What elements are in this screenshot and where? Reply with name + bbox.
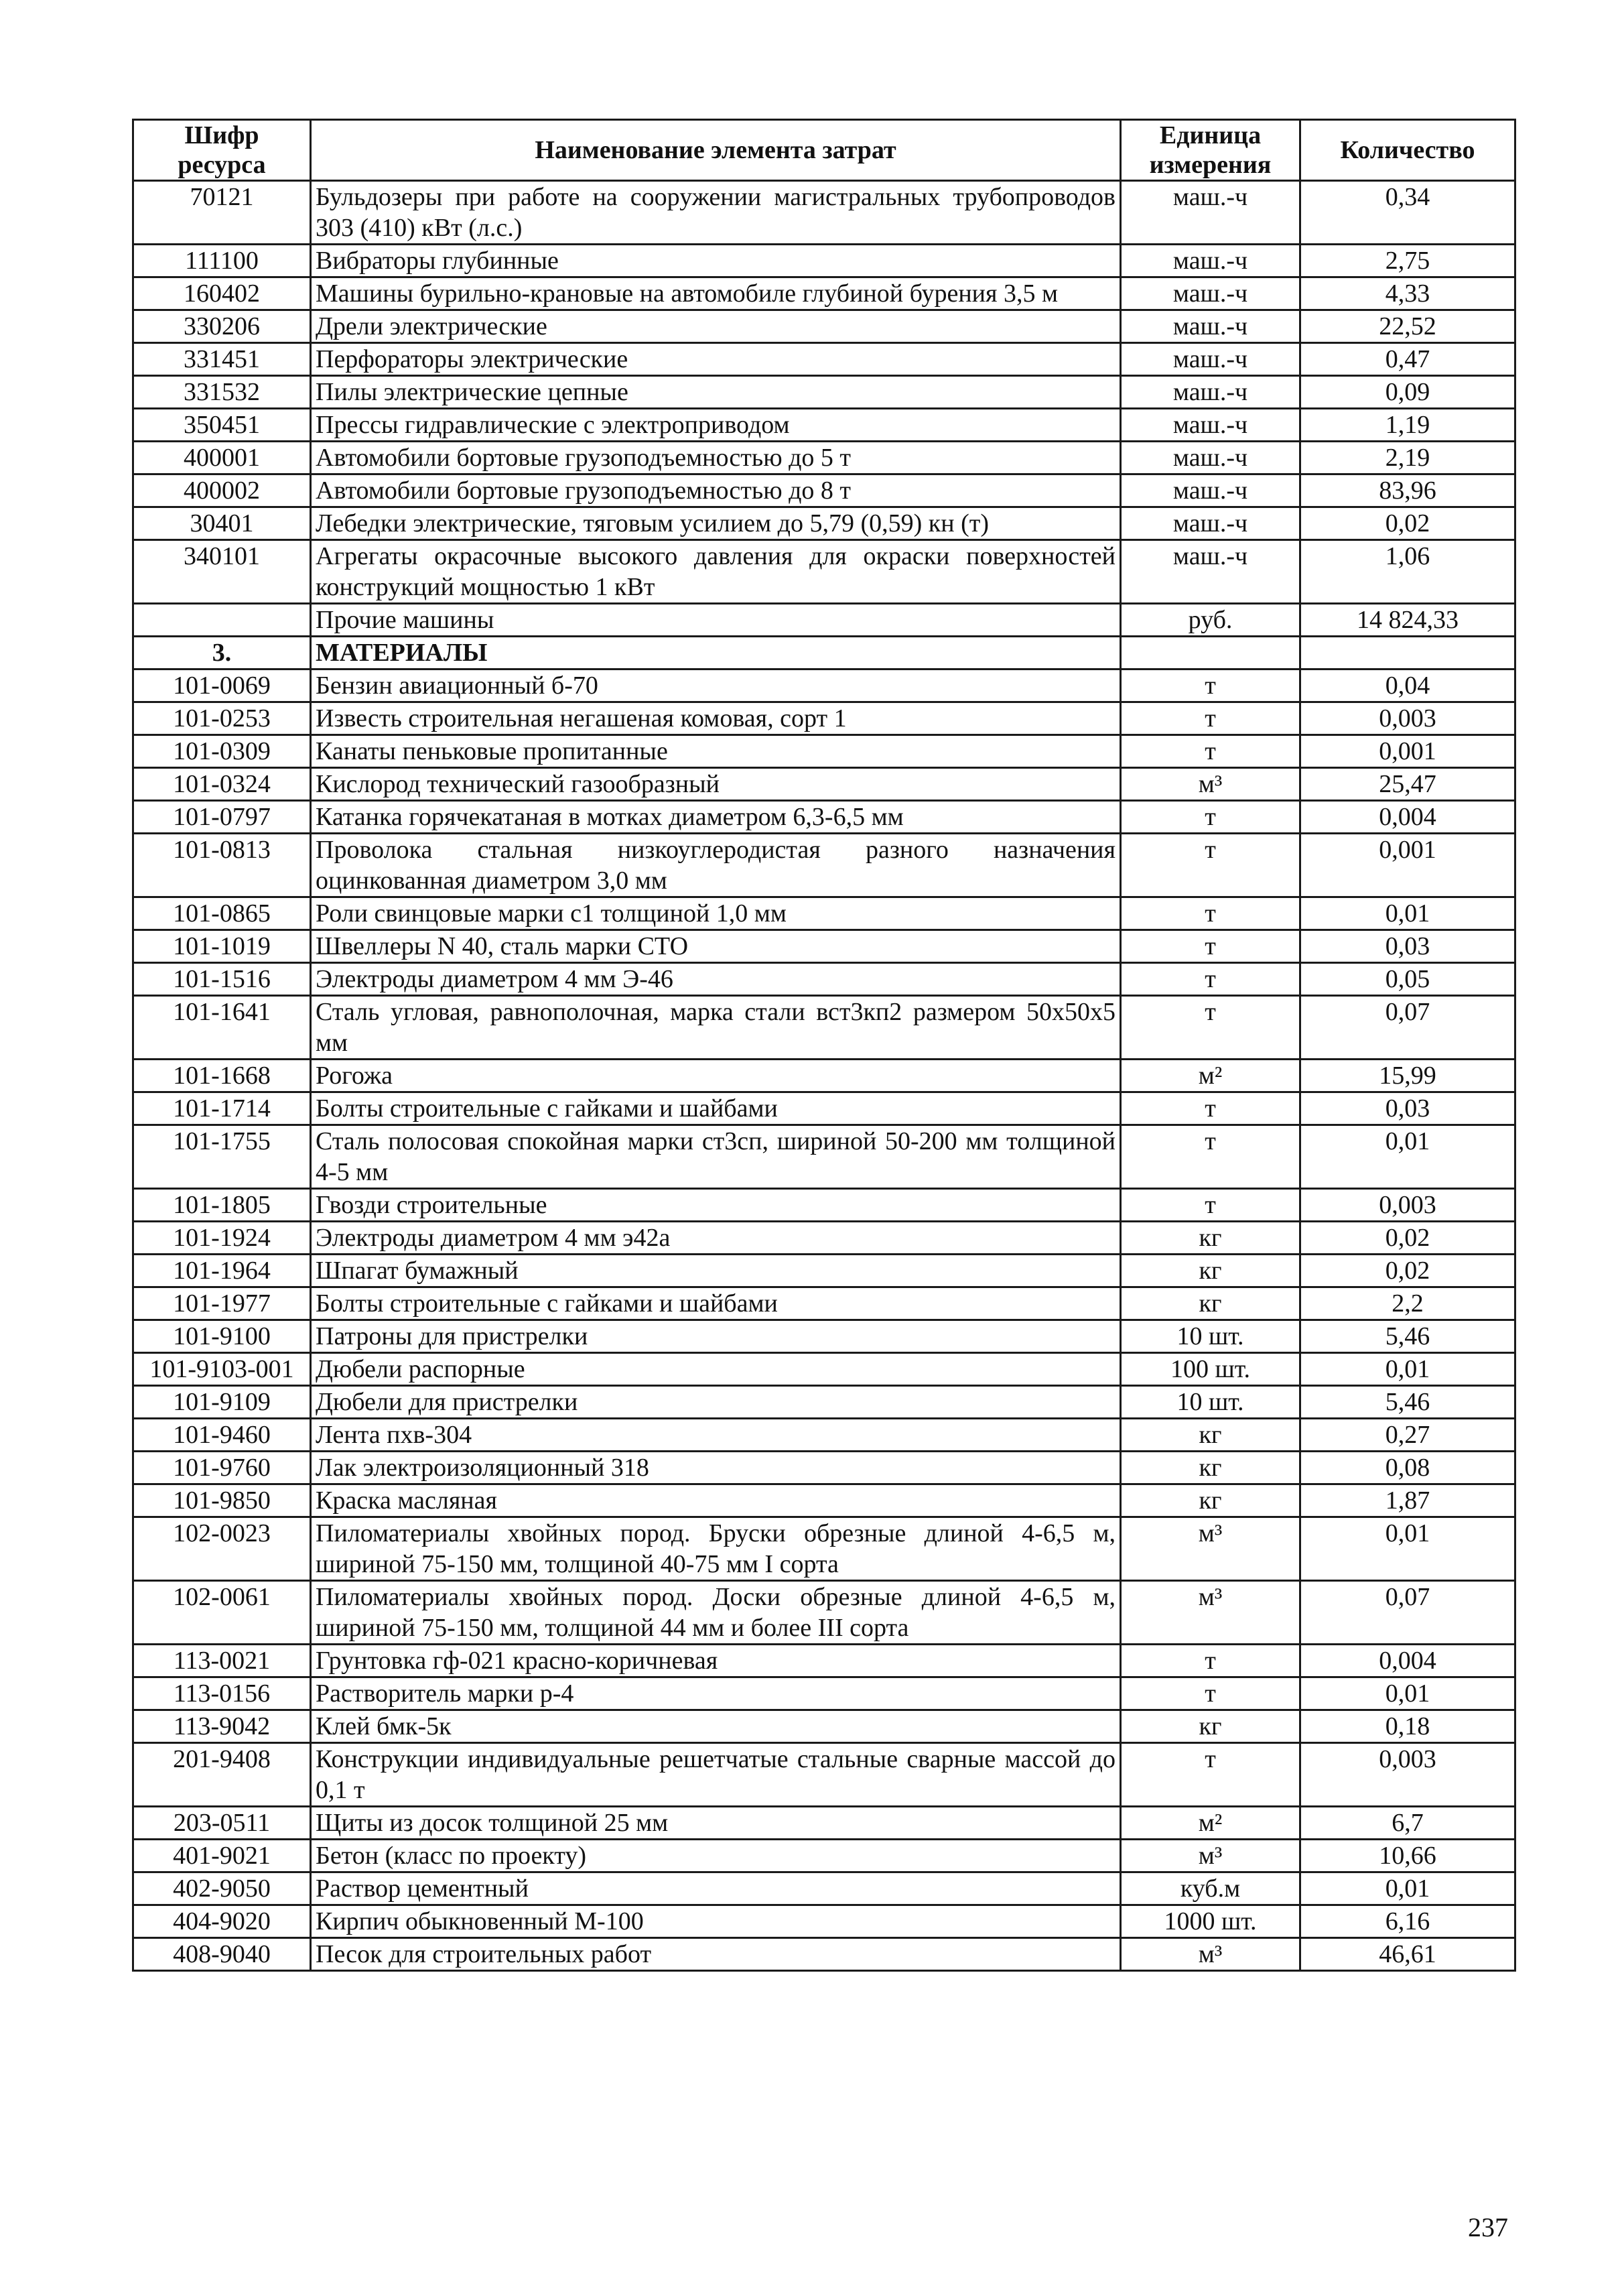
cell-name: Кирпич обыкновенный М-100 bbox=[311, 1905, 1121, 1938]
cell-qty: 1,87 bbox=[1300, 1484, 1515, 1517]
table-row bbox=[133, 1581, 1515, 1645]
table-row bbox=[133, 1645, 1515, 1677]
table-row bbox=[133, 1840, 1515, 1872]
cell-code: 101-1714 bbox=[133, 1092, 311, 1125]
cell-unit: м³ bbox=[1121, 768, 1300, 801]
cell-name: Бетон (класс по проекту) bbox=[311, 1840, 1121, 1872]
cell-code: 101-1755 bbox=[133, 1125, 311, 1189]
cell-name: Болты строительные с гайками и шайбами bbox=[311, 1092, 1121, 1125]
table-row bbox=[133, 1872, 1515, 1905]
cell-name: Щиты из досок толщиной 25 мм bbox=[311, 1807, 1121, 1840]
cell-qty: 0,001 bbox=[1300, 735, 1515, 768]
cell-qty: 2,2 bbox=[1300, 1287, 1515, 1320]
cell-qty: 6,7 bbox=[1300, 1807, 1515, 1840]
cell-name: Лента пхв-304 bbox=[311, 1419, 1121, 1452]
cell-qty: 0,004 bbox=[1300, 1645, 1515, 1677]
cell-qty: 0,05 bbox=[1300, 963, 1515, 996]
table-row bbox=[133, 277, 1515, 310]
table-row bbox=[133, 507, 1515, 540]
cell-qty: 2,75 bbox=[1300, 245, 1515, 277]
cell-code: 404-9020 bbox=[133, 1905, 311, 1938]
cell-code bbox=[133, 604, 311, 637]
cell-unit: т bbox=[1121, 1645, 1300, 1677]
table-row bbox=[133, 1452, 1515, 1484]
table-row bbox=[133, 834, 1515, 897]
cell-unit: м² bbox=[1121, 1060, 1300, 1092]
cell-name: Пиломатериалы хвойных пород. Бруски обрезные длиной 4-6,5 м, шириной 75-150 мм, толщиной 40-75 мм I сорта bbox=[311, 1517, 1121, 1581]
cell-name: Растворитель марки р-4 bbox=[311, 1677, 1121, 1710]
cell-name: Машины бурильно-крановые на автомобиле глубиной бурения 3,5 м bbox=[311, 277, 1121, 310]
cell-name: Рогожа bbox=[311, 1060, 1121, 1092]
cell-qty: 0,07 bbox=[1300, 1581, 1515, 1645]
cell-name: Грунтовка гф-021 красно-коричневая bbox=[311, 1645, 1121, 1677]
table-row bbox=[133, 1189, 1515, 1222]
table-row bbox=[133, 245, 1515, 277]
cell-name: Клей бмк-5к bbox=[311, 1710, 1121, 1743]
cell-unit: 10 шт. bbox=[1121, 1386, 1300, 1419]
cell-qty: 0,01 bbox=[1300, 1677, 1515, 1710]
cell-unit: маш.-ч bbox=[1121, 474, 1300, 507]
cell-name: МАТЕРИАЛЫ bbox=[311, 637, 1121, 669]
cell-code: 402-9050 bbox=[133, 1872, 311, 1905]
cell-name: Дюбели для пристрелки bbox=[311, 1386, 1121, 1419]
cell-unit: кг bbox=[1121, 1255, 1300, 1287]
page-number: 237 bbox=[1468, 2212, 1508, 2242]
table-row bbox=[133, 1222, 1515, 1255]
cell-code: 331451 bbox=[133, 343, 311, 376]
cell-qty: 0,03 bbox=[1300, 1092, 1515, 1125]
table-row bbox=[133, 669, 1515, 702]
cell-qty bbox=[1300, 637, 1515, 669]
cell-qty: 15,99 bbox=[1300, 1060, 1515, 1092]
table-row bbox=[133, 1938, 1515, 1971]
cell-qty: 1,19 bbox=[1300, 409, 1515, 442]
table-row bbox=[133, 474, 1515, 507]
cell-unit: т bbox=[1121, 1189, 1300, 1222]
cell-unit: маш.-ч bbox=[1121, 442, 1300, 474]
cell-name: Шпагат бумажный bbox=[311, 1255, 1121, 1287]
cell-code: 201-9408 bbox=[133, 1743, 311, 1807]
cell-name: Швеллеры N 40, сталь марки СТО bbox=[311, 930, 1121, 963]
cell-unit: кг bbox=[1121, 1452, 1300, 1484]
cell-unit: кг bbox=[1121, 1710, 1300, 1743]
cell-unit: маш.-ч bbox=[1121, 245, 1300, 277]
cell-qty: 0,01 bbox=[1300, 1353, 1515, 1386]
table-row bbox=[133, 735, 1515, 768]
table-row bbox=[133, 702, 1515, 735]
cell-name: Пилы электрические цепные bbox=[311, 376, 1121, 409]
cell-qty: 0,003 bbox=[1300, 1743, 1515, 1807]
table-row bbox=[133, 1287, 1515, 1320]
cell-name: Песок для строительных работ bbox=[311, 1938, 1121, 1971]
cell-code: 408-9040 bbox=[133, 1938, 311, 1971]
cell-name: Канаты пеньковые пропитанные bbox=[311, 735, 1121, 768]
cell-unit: м³ bbox=[1121, 1581, 1300, 1645]
cell-qty: 0,02 bbox=[1300, 507, 1515, 540]
cell-name: Прессы гидравлические с электроприводом bbox=[311, 409, 1121, 442]
cell-code: 101-0253 bbox=[133, 702, 311, 735]
cell-code: 101-0069 bbox=[133, 669, 311, 702]
cell-code: 101-9109 bbox=[133, 1386, 311, 1419]
cell-name: Катанка горячекатаная в мотках диаметром 6,3-6,5 мм bbox=[311, 801, 1121, 834]
cell-qty: 10,66 bbox=[1300, 1840, 1515, 1872]
cell-unit: маш.-ч bbox=[1121, 409, 1300, 442]
cell-unit: т bbox=[1121, 801, 1300, 834]
cell-name: Сталь полосовая спокойная марки ст3сп, шириной 50-200 мм толщиной 4-5 мм bbox=[311, 1125, 1121, 1189]
cell-unit: кг bbox=[1121, 1419, 1300, 1452]
cell-qty: 25,47 bbox=[1300, 768, 1515, 801]
cell-code: 400001 bbox=[133, 442, 311, 474]
cell-name: Роли свинцовые марки с1 толщиной 1,0 мм bbox=[311, 897, 1121, 930]
cell-code: 101-1641 bbox=[133, 996, 311, 1060]
cell-unit: 10 шт. bbox=[1121, 1320, 1300, 1353]
header-code: Шифр ресурса bbox=[133, 120, 311, 181]
table-row bbox=[133, 1677, 1515, 1710]
table-row bbox=[133, 1125, 1515, 1189]
cell-name: Автомобили бортовые грузоподъемностью до 5 т bbox=[311, 442, 1121, 474]
cell-qty: 6,16 bbox=[1300, 1905, 1515, 1938]
cell-unit: маш.-ч bbox=[1121, 343, 1300, 376]
cell-code: 113-9042 bbox=[133, 1710, 311, 1743]
table-row bbox=[133, 897, 1515, 930]
cell-code: 400002 bbox=[133, 474, 311, 507]
table-row bbox=[133, 376, 1515, 409]
cell-code: 203-0511 bbox=[133, 1807, 311, 1840]
cell-code: 3. bbox=[133, 637, 311, 669]
cell-unit: маш.-ч bbox=[1121, 277, 1300, 310]
cell-code: 101-9100 bbox=[133, 1320, 311, 1353]
cell-code: 113-0021 bbox=[133, 1645, 311, 1677]
cell-name: Перфораторы электрические bbox=[311, 343, 1121, 376]
cell-code: 101-1924 bbox=[133, 1222, 311, 1255]
table-header-row bbox=[133, 120, 1515, 181]
cell-code: 101-9850 bbox=[133, 1484, 311, 1517]
cell-name: Конструкции индивидуальные решетчатые стальные сварные массой до 0,1 т bbox=[311, 1743, 1121, 1807]
section-row bbox=[133, 637, 1515, 669]
cell-name: Дюбели распорные bbox=[311, 1353, 1121, 1386]
cell-code: 101-0309 bbox=[133, 735, 311, 768]
cell-qty: 0,003 bbox=[1300, 1189, 1515, 1222]
table-row bbox=[133, 1484, 1515, 1517]
cell-name: Бензин авиационный б-70 bbox=[311, 669, 1121, 702]
cell-unit: м³ bbox=[1121, 1517, 1300, 1581]
resource-table bbox=[132, 119, 1516, 1972]
cell-code: 331532 bbox=[133, 376, 311, 409]
cell-name: Пиломатериалы хвойных пород. Доски обрезные длиной 4-6,5 м, шириной 75-150 мм, толщиной 44 мм и более III сорта bbox=[311, 1581, 1121, 1645]
cell-name: Кислород технический газообразный bbox=[311, 768, 1121, 801]
cell-name: Электроды диаметром 4 мм э42а bbox=[311, 1222, 1121, 1255]
cell-unit: т bbox=[1121, 1743, 1300, 1807]
cell-qty: 4,33 bbox=[1300, 277, 1515, 310]
cell-name: Патроны для пристрелки bbox=[311, 1320, 1121, 1353]
cell-unit: т bbox=[1121, 834, 1300, 897]
cell-code: 70121 bbox=[133, 181, 311, 245]
table-row bbox=[133, 996, 1515, 1060]
cell-name: Агрегаты окрасочные высокого давления для окраски поверхностей конструкций мощностью 1 кВт bbox=[311, 540, 1121, 604]
cell-code: 101-9103-001 bbox=[133, 1353, 311, 1386]
cell-code: 160402 bbox=[133, 277, 311, 310]
cell-name: Раствор цементный bbox=[311, 1872, 1121, 1905]
cell-code: 101-1019 bbox=[133, 930, 311, 963]
cell-unit bbox=[1121, 637, 1300, 669]
table-row bbox=[133, 1905, 1515, 1938]
cell-qty: 5,46 bbox=[1300, 1320, 1515, 1353]
table-row bbox=[133, 930, 1515, 963]
table-row bbox=[133, 181, 1515, 245]
cell-unit: т bbox=[1121, 897, 1300, 930]
cell-qty: 22,52 bbox=[1300, 310, 1515, 343]
cell-qty: 83,96 bbox=[1300, 474, 1515, 507]
cell-qty: 5,46 bbox=[1300, 1386, 1515, 1419]
cell-name: Вибраторы глубинные bbox=[311, 245, 1121, 277]
cell-code: 102-0023 bbox=[133, 1517, 311, 1581]
cell-unit: м³ bbox=[1121, 1840, 1300, 1872]
cell-name: Автомобили бортовые грузоподъемностью до 8 т bbox=[311, 474, 1121, 507]
cell-unit: маш.-ч bbox=[1121, 376, 1300, 409]
cell-name: Лак электроизоляционный 318 bbox=[311, 1452, 1121, 1484]
cell-code: 101-1805 bbox=[133, 1189, 311, 1222]
table-row bbox=[133, 310, 1515, 343]
cell-unit: м³ bbox=[1121, 1938, 1300, 1971]
cell-code: 101-1516 bbox=[133, 963, 311, 996]
cell-unit: т bbox=[1121, 702, 1300, 735]
cell-name: Краска масляная bbox=[311, 1484, 1121, 1517]
cell-name: Гвозди строительные bbox=[311, 1189, 1121, 1222]
cell-qty: 14 824,33 bbox=[1300, 604, 1515, 637]
cell-qty: 0,18 bbox=[1300, 1710, 1515, 1743]
cell-name: Дрели электрические bbox=[311, 310, 1121, 343]
cell-unit: т bbox=[1121, 1125, 1300, 1189]
cell-qty: 2,19 bbox=[1300, 442, 1515, 474]
cell-code: 113-0156 bbox=[133, 1677, 311, 1710]
cell-qty: 0,01 bbox=[1300, 897, 1515, 930]
table-row bbox=[133, 1517, 1515, 1581]
cell-code: 340101 bbox=[133, 540, 311, 604]
header-name: Наименование элемента затрат bbox=[311, 120, 1121, 181]
cell-qty: 0,27 bbox=[1300, 1419, 1515, 1452]
table-row bbox=[133, 442, 1515, 474]
table-row bbox=[133, 343, 1515, 376]
cell-unit: 1000 шт. bbox=[1121, 1905, 1300, 1938]
cell-code: 101-1668 bbox=[133, 1060, 311, 1092]
cell-unit: т bbox=[1121, 963, 1300, 996]
cell-unit: маш.-ч bbox=[1121, 540, 1300, 604]
table-row bbox=[133, 1060, 1515, 1092]
cell-unit: т bbox=[1121, 669, 1300, 702]
cell-unit: маш.-ч bbox=[1121, 310, 1300, 343]
cell-code: 101-0813 bbox=[133, 834, 311, 897]
table-row bbox=[133, 409, 1515, 442]
table-row bbox=[133, 1255, 1515, 1287]
table-row bbox=[133, 1743, 1515, 1807]
table-row bbox=[133, 604, 1515, 637]
cell-code: 330206 bbox=[133, 310, 311, 343]
cell-name: Известь строительная негашеная комовая, сорт 1 bbox=[311, 702, 1121, 735]
cell-unit: т bbox=[1121, 1677, 1300, 1710]
cell-qty: 0,001 bbox=[1300, 834, 1515, 897]
table-row bbox=[133, 540, 1515, 604]
header-unit: Единица измерения bbox=[1121, 120, 1300, 181]
table-row bbox=[133, 1386, 1515, 1419]
cell-qty: 0,01 bbox=[1300, 1872, 1515, 1905]
cell-code: 111100 bbox=[133, 245, 311, 277]
cell-qty: 0,004 bbox=[1300, 801, 1515, 834]
cell-qty: 0,09 bbox=[1300, 376, 1515, 409]
table-row bbox=[133, 1353, 1515, 1386]
cell-name: Лебедки электрические, тяговым усилием до 5,79 (0,59) кн (т) bbox=[311, 507, 1121, 540]
cell-qty: 0,01 bbox=[1300, 1125, 1515, 1189]
table-row bbox=[133, 1807, 1515, 1840]
cell-unit: куб.м bbox=[1121, 1872, 1300, 1905]
cell-qty: 0,01 bbox=[1300, 1517, 1515, 1581]
cell-code: 102-0061 bbox=[133, 1581, 311, 1645]
cell-code: 101-0324 bbox=[133, 768, 311, 801]
cell-qty: 0,47 bbox=[1300, 343, 1515, 376]
cell-qty: 0,03 bbox=[1300, 930, 1515, 963]
table-row bbox=[133, 1320, 1515, 1353]
cell-unit: т bbox=[1121, 996, 1300, 1060]
cell-name: Проволока стальная низкоуглеродистая разного назначения оцинкованная диаметром 3,0 мм bbox=[311, 834, 1121, 897]
cell-unit: 100 шт. bbox=[1121, 1353, 1300, 1386]
cell-name: Болты строительные с гайками и шайбами bbox=[311, 1287, 1121, 1320]
cell-qty: 0,02 bbox=[1300, 1255, 1515, 1287]
cell-qty: 1,06 bbox=[1300, 540, 1515, 604]
table-row bbox=[133, 801, 1515, 834]
cell-unit: т bbox=[1121, 1092, 1300, 1125]
cell-name: Электроды диаметром 4 мм Э-46 bbox=[311, 963, 1121, 996]
cell-qty: 46,61 bbox=[1300, 1938, 1515, 1971]
cell-code: 30401 bbox=[133, 507, 311, 540]
header-qty: Количество bbox=[1300, 120, 1515, 181]
cell-unit: руб. bbox=[1121, 604, 1300, 637]
table-row bbox=[133, 1092, 1515, 1125]
cell-unit: маш.-ч bbox=[1121, 507, 1300, 540]
cell-code: 101-0865 bbox=[133, 897, 311, 930]
cell-qty: 0,003 bbox=[1300, 702, 1515, 735]
table-row bbox=[133, 768, 1515, 801]
cell-code: 101-1964 bbox=[133, 1255, 311, 1287]
cell-name: Прочие машины bbox=[311, 604, 1121, 637]
table-row bbox=[133, 963, 1515, 996]
cell-unit: т bbox=[1121, 930, 1300, 963]
table-row bbox=[133, 1419, 1515, 1452]
cell-unit: кг bbox=[1121, 1222, 1300, 1255]
cell-unit: т bbox=[1121, 735, 1300, 768]
cell-unit: кг bbox=[1121, 1484, 1300, 1517]
cell-qty: 0,08 bbox=[1300, 1452, 1515, 1484]
cell-name: Сталь угловая, равнополочная, марка стали вст3кп2 размером 50х50х5 мм bbox=[311, 996, 1121, 1060]
table-row bbox=[133, 1710, 1515, 1743]
cell-code: 101-9760 bbox=[133, 1452, 311, 1484]
cell-name: Бульдозеры при работе на сооружении магистральных трубопроводов 303 (410) кВт (л.с.) bbox=[311, 181, 1121, 245]
cell-qty: 0,34 bbox=[1300, 181, 1515, 245]
cell-code: 350451 bbox=[133, 409, 311, 442]
cell-unit: маш.-ч bbox=[1121, 181, 1300, 245]
cell-code: 101-0797 bbox=[133, 801, 311, 834]
cell-unit: м² bbox=[1121, 1807, 1300, 1840]
cell-qty: 0,07 bbox=[1300, 996, 1515, 1060]
cell-code: 101-1977 bbox=[133, 1287, 311, 1320]
cell-qty: 0,04 bbox=[1300, 669, 1515, 702]
cell-qty: 0,02 bbox=[1300, 1222, 1515, 1255]
cell-unit: кг bbox=[1121, 1287, 1300, 1320]
cell-code: 401-9021 bbox=[133, 1840, 311, 1872]
cell-code: 101-9460 bbox=[133, 1419, 311, 1452]
